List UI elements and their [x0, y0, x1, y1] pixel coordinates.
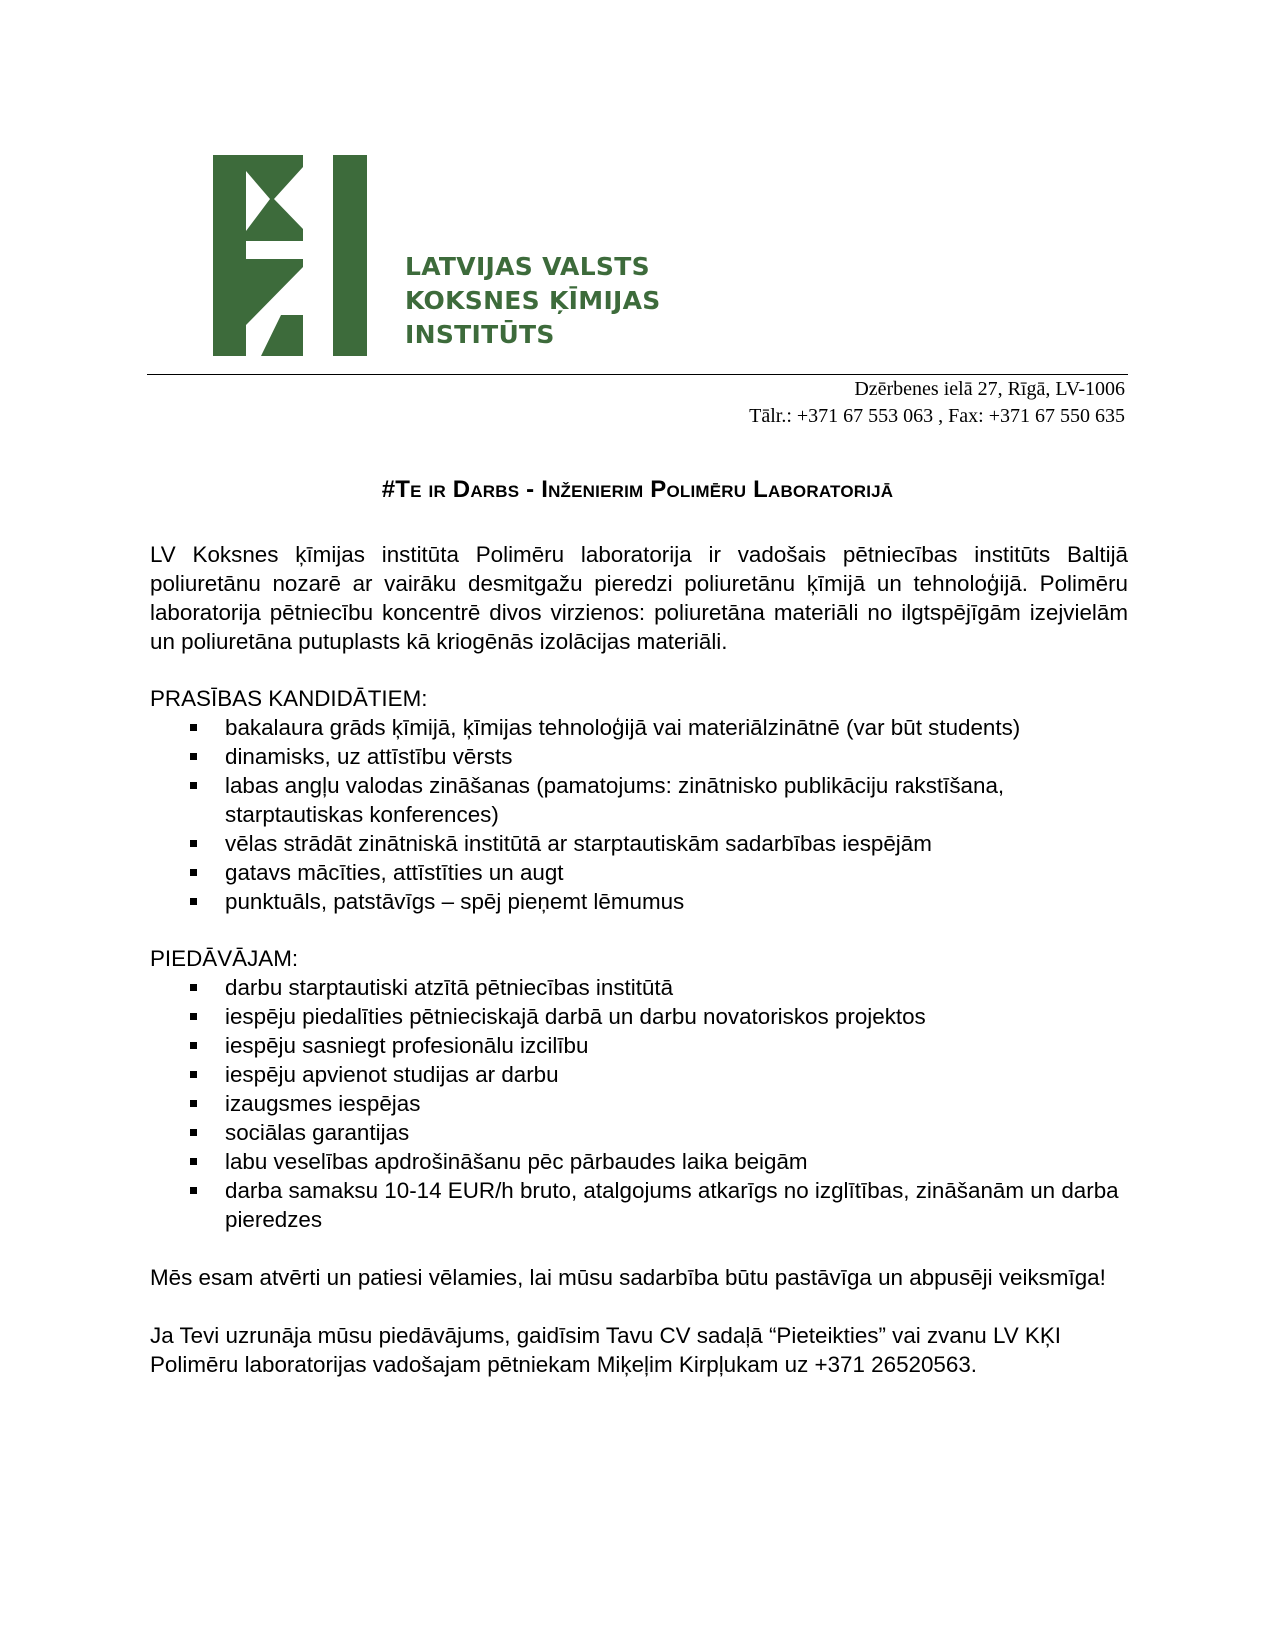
list-item: vēlas strādāt zinātniskā institūtā ar starptautiskām sadarbības iespējām	[150, 829, 1128, 858]
logo-line-2: KOKSNES ĶĪMIJAS	[405, 286, 661, 315]
list-item: sociālas garantijas	[150, 1118, 1128, 1147]
list-item: gatavs mācīties, attīstīties un augt	[150, 858, 1128, 887]
list-item: bakalaura grāds ķīmijā, ķīmijas tehnoloģijā vai materiālzinātnē (var būt students)	[150, 713, 1128, 742]
address-phone-fax: Tālr.: +371 67 553 063 , Fax: +371 67 550 635	[749, 405, 1125, 427]
requirements-list	[150, 713, 1128, 916]
offer-list	[150, 973, 1128, 1234]
address-block	[749, 376, 1125, 430]
intro-paragraph: LV Koksnes ķīmijas institūta Polimēru laboratorija ir vadošais pētniecības institūts Baltijā poliuretānu nozarē ar vairāku desmitgažu pieredzi poliuretānu ķīmijā un tehnoloģijā. Polimēru laboratorija pētniecību koncentrē divos virzienos: poliuretāna materiāli no ilgtspējīgām izejvielām un poliuretāna putuplasts kā kriogēnās izolācijas materiāli.	[150, 542, 1128, 654]
logo-line-3: INSTITŪTS	[405, 320, 555, 349]
list-item: darba samaksu 10-14 EUR/h bruto, atalgojums atkarīgs no izglītības, zināšanām un darba pieredzes	[150, 1176, 1128, 1234]
offer-heading: PIEDĀVĀJAM:	[150, 946, 299, 971]
page-title: #Te ir Darbs - Inženierim Polimēru Laboratorijā	[381, 476, 894, 503]
list-item: izaugsmes iespējas	[150, 1089, 1128, 1118]
institute-logo	[205, 147, 661, 357]
list-item: iespēju piedalīties pētnieciskajā darbā un darbu novatoriskos projektos	[150, 1002, 1128, 1031]
closing-paragraph: Mēs esam atvērti un patiesi vēlamies, lai mūsu sadarbība būtu pastāvīga un abpusēji veiksmīga!	[150, 1265, 1106, 1290]
list-item: labas angļu valodas zināšanas (pamatojums: zinātnisko publikāciju rakstīšana, starptautiskas konferences)	[150, 771, 1128, 829]
requirements-heading: PRASĪBAS KANDIDĀTIEM:	[150, 686, 428, 711]
list-item: iespēju apvienot studijas ar darbu	[150, 1060, 1128, 1089]
list-item: punktuāls, patstāvīgs – spēj pieņemt lēmumus	[150, 887, 1128, 916]
list-item: dinamisks, uz attīstību vērsts	[150, 742, 1128, 771]
list-item: iespēju sasniegt profesionālu izcilību	[150, 1031, 1128, 1060]
kki-logo-mark-icon	[205, 147, 375, 357]
logo-wordmark	[405, 250, 661, 352]
address-street: Dzērbenes ielā 27, Rīgā, LV-1006	[854, 378, 1125, 400]
list-item: darbu starptautiski atzītā pētniecības institūtā	[150, 973, 1128, 1002]
document-body	[150, 540, 1128, 1379]
header-divider	[147, 374, 1128, 375]
contact-paragraph: Ja Tevi uzrunāja mūsu piedāvājums, gaidīsim Tavu CV sadaļā “Pieteikties” vai zvanu LV KĶI Polimēru laboratorijas vadošajam pētniekam Miķeļim Kirpļukam uz +371 26520563.	[150, 1323, 1061, 1377]
list-item: labu veselības apdrošināšanu pēc pārbaudes laika beigām	[150, 1147, 1128, 1176]
logo-line-1: LATVIJAS VALSTS	[405, 252, 650, 281]
